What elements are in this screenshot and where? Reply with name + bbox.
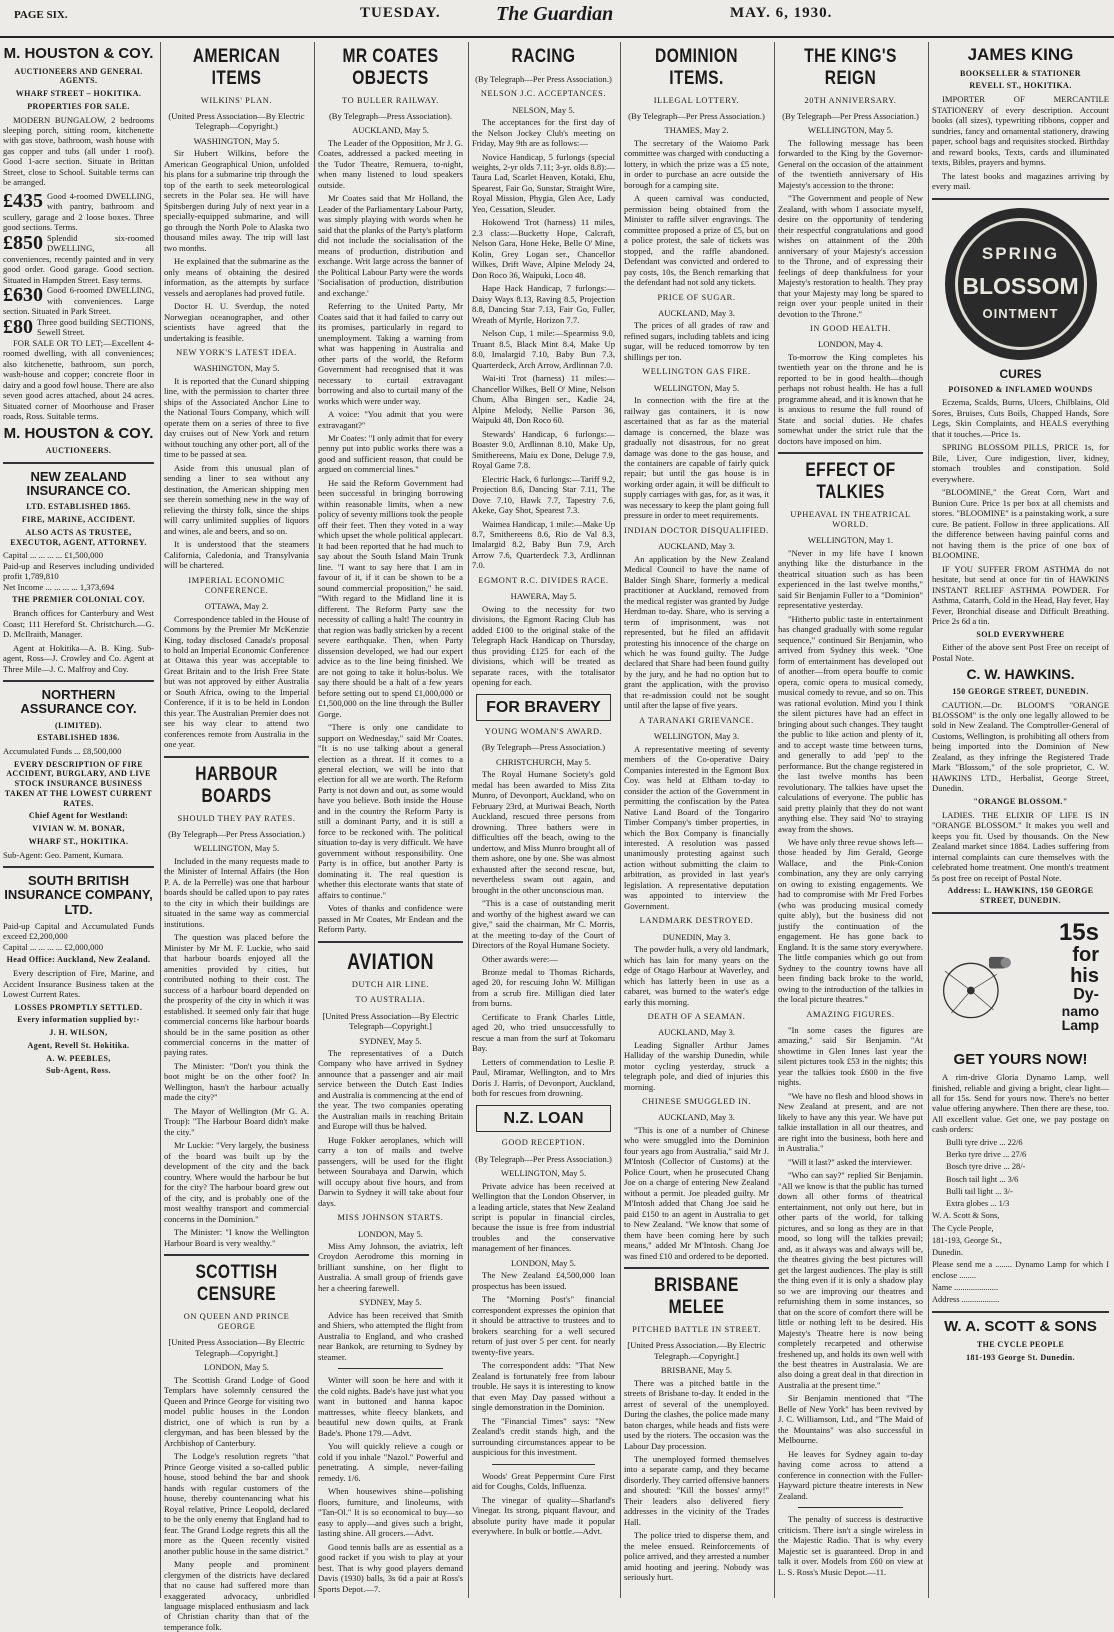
houston-ad-footer: M. HOUSTON & COY. [3,424,154,442]
listing-text: Three good building SECTIONS, Sewell Street. [37,316,154,338]
paragraph: The unemployed formed themselves into a separate camp, and they became disorderly. They carried offensive banners and shouted: "Kill the bosses' army!" Their leaders also delivered fiery addresses in the vicinity of the Trades Hall. [624,1454,769,1527]
paragraph: Other awards were:— [482,953,558,964]
lamp-price: 15s [1058,918,1099,946]
divider [164,756,309,758]
paragraph: The "Financial Times" says: "New Zealand's credit stands high, and the surrounding circumstances appear to be auspicious for this investment. [472,1415,615,1458]
paragraph: The Minister: "Don't you think the boot might be on the other foot? In Wellington, hasn't the harbour actually made the city?" [164,1060,309,1103]
south-british-every: Every description of Fire, Marine, and Accident Insurance Business taken at the Lowest Current Rates. [3,968,154,1000]
northern-description: EVERY DESCRIPTION OF FIRE ACCIDENT, BURGLARY, AND LIVE STOCK INSURANCE BUSINESS TAKEN AT THE LOWEST CURRENT RATES. [4,759,153,808]
dateline: CHRISTCHURCH, May 5. [495,756,592,767]
dateline: AUCKLAND, May 5. [352,125,429,136]
listing-850 [3,233,154,285]
south-british-info: Every information supplied by:- [17,1015,140,1025]
paragraph: He leaves for Sydney again to-day having come across to attend a conference in connection with the Fuller-Hayward picture theatre interests in New Zealand. [778,1448,923,1501]
divider [624,1267,769,1269]
nz-insurance-branch: Branch offices for Canterbury and West Coast; 111 Hereford St. Christchurch.—G. D. McIlraith, Manager. [3,608,154,640]
dateline: AUCKLAND, May 3. [658,307,735,318]
james-king-title: JAMES KING [967,45,1074,64]
paragraph: Letters of commendation to Leslie P. Paul, Miramar, Wellington, and to Mrs Doris J. Harris, of Devonport, Auckland, both for rescues from drowning. [472,1056,615,1099]
paragraph: The New Zealand £4,500,000 loan prospectus has been issued. [472,1270,615,1291]
pills-text: SPRING BLOSSOM PILLS, PRICE 1s, for Bile, Liver, Cure indigestion, liver, kidney, stomach troubles and constipation. Sold everywhere. [932,442,1109,484]
listing-435 [3,191,154,233]
subheading: SHOULD THEY PAY RATES. [177,813,296,823]
subheading: CHINESE SMUGGLED IN. [641,1097,751,1107]
subheading: TO BULLER RAILWAY. [342,95,439,105]
dateline: WASHINGTON, May 5. [193,135,280,146]
credit: (By Telegraph—Per Press Association.) [628,110,765,121]
houston-ad-subtitle: AUCTIONEERS AND GENERAL AGENTS. [14,66,143,86]
northern-funds: Accumulated Funds ... £8,500,000 [3,746,122,757]
hawkins-address: 150 GEORGE STREET, DUNEDIN. [952,686,1089,696]
lamp-word: Lamp [1061,1017,1099,1034]
dateline: LONDON, May 5. [358,1228,423,1239]
dynamo-lamp-ad [932,920,1109,1048]
houston-ad-title: M. HOUSTON & COY. [3,45,154,62]
paragraph: Sir Benjamin mentioned that "The Belle of New York" has been revived by J. C. Williamson, Ltd., and "The Maid of the Mountains" was also successful in Melbourne. [778,1393,923,1446]
headline-effect-of-talkies: EFFECT OF TALKIES [805,460,896,504]
paragraph: The acceptances for the first day of the Nelson Jockey Club's meeting on Friday, May 9th are as follows:— [472,117,615,149]
seal-word: SPRING [981,243,1060,263]
seal-word: BLOSSOM [962,272,1079,299]
lamp-price-item: Bosch tail light ... 3/6 [946,1174,1019,1184]
lamp-text: A rim-drive Gloria Dynamo Lamp, well finished, reliable and giving a bright, clear light—all for 15s. Send for yours now. There's no better value offering anywhere. Then there are these, too. All excellent value. Get one, we pay postage on cash orders: [932,1072,1109,1135]
dateline: DUNEDIN, May 3. [662,931,731,942]
listing-80 [3,317,154,338]
northern-established: ESTABLISHED 1836. [37,733,120,743]
scott-address: W. A. Scott & Sons, [932,1211,1000,1221]
subheading: PRICE OF SUGAR. [657,292,736,302]
paragraph: Aside from this unusual plan of sending a liner to sea without any destination, the American shipping men see therein something new in the way of relieving the thirsty folk, since the ships will carry unlimited supplies of liquors and wines, ale and beers, and so on. [164,462,309,536]
lamp-price-item: Bulli tail light ... 3/- [946,1186,1013,1196]
divider [798,1507,903,1508]
issue-date: MAY. 6, 1930. [730,5,833,21]
subheading: DUTCH AIR LINE. [351,980,430,990]
paragraph: The powder hulk, a very old landmark, which has lain for many years on the edge of Otago Harbour at Waverley, and which has latterly been in use as a cabaret, was burned to the water's edge early this morning. [624,944,769,1007]
dateline: AUCKLAND, May 3. [658,541,735,552]
ladies-text: LADIES. THE ELIXIR OF LIFE IS IN "ORANGE BLOSSOM." It makes you well and keeps you fit. Used by thousands. On the New Zealand market since 1884. Ladies suffering from internal complaints can cure themselves with the celebrated home treatment. One month's treatment 5s post free on receipt of Postal Note. [932,809,1109,883]
paragraph: "In some cases the figures are amazing," said Sir Benjamin. "At showtime in Glen Innes last year the silent pictures took £53 in the nights; this year the talkies took £600 in the five nights. [778,1024,923,1088]
lamp-word: Dy- [1073,985,1099,1003]
paragraph: The Royal Humane Society's gold medal has been awarded to Miss Zita Munro, of Devonport, Auckland, who on February 23rd, at Muriwai Beach, North Auckland, rescued three persons from drowning. Three bathers were in difficulties off the beach, owing to the undertow, and Miss Munro brought all of them ashore, one by one. She was almost exhausted after the second rescue, but, nevertheless swam out again, and brought in the other unconscious man. [472,769,615,895]
dateline: OTTAWA, May 2. [204,601,269,612]
paragraph: A queen carnival was conducted, permission being obtained from the Minister to raffle silver engravings. The committee proposed a prize of £5, but on a police protest, the sale of tickets was stopped, and the raffle abandoned. Defendant was convicted and ordered to pay costs, 10s, the Bench remarking that the defendant had not sold any tickets. [624,193,769,288]
advert-paragraph: When housewives shine—polishing floors, furniture, and linoleums, with "Tan-Ol." It is so economical to buy—so easy to apply—and gives such a bright, lasting shine. All grocers.—Advt. [318,1486,463,1539]
paragraph: Referring to the United Party, Mr Coates said that it had failed to carry out its promises, particularly in regard to unemployment. Taking a warning from what was happening in Australia and other parts of the world, the Reform Government had recognised that it was necessary to curtail extravagant borrowing and also to curtail many of the works which were under way. [318,301,463,406]
credit: (By Telegraph—Per Press Association.) [475,1153,612,1164]
scott-address: The Cycle People, [932,1223,994,1233]
order-form-name[interactable]: Name ..................... [932,1282,999,1292]
bloomine-text: "BLOOMINE," the Great Corn, Wart and Bunion Cure. Price 1s per box at all chemists and stores. "BLOOMINE" is a painstaking work, a sure cure. Be patient. Follow in three applications. All the difference between having painful corns and not having them is the price of one box of BLOOMINE. [932,487,1109,561]
paragraph: Mr Coates said that Mr Holland, the Leader of the Parliamentary Labour Party, was simply playing with words when he said that the planks of the Party's platform did not include the socialisation of the means of production, distribution and exchange. Writ large across the banner of the Political Labour Party were the words 'Socialisation of production, distribution and exchange.' [318,193,463,298]
listing-to-let: FOR SALE OR TO LET;—Excellent 4-roomed dwelling, with all conveniences; also kitchenette, bathroom, sun porch, wash-house and copper; concrete floor in dairy and a good fowl house. There are also seven good acres attached, about 24 acres. Situated corner of Moorhouse and Fraser roads, Ross. Suitable terms. [3,337,154,422]
nz-insurance-agent: Agent at Hokitika—A. B. King. Sub-agent, Ross—J. Crowley and Co. Agent at Three Mile—J. C. Malfroy and Coy. [3,642,154,674]
listing-text: Good 4-roomed DWELLING, with pantry, bathroom and scullery, garage and 2 loose boxes. Three good sections. Terms. [3,190,154,233]
credit: [United Press Association—By Electric Telegraph—Copyright.] [168,1337,305,1358]
headline-kings-reign: THE KING'S REIGN [804,46,897,89]
paragraph: It is understood that the steamers California, Caledonia, and Transylvania will be chartered. [164,539,309,571]
credit: [United Press Association.—By Electric Telegraph.—Copyright.] [627,1340,766,1361]
scott-footer-title: W. A. SCOTT & SONS [944,1318,1097,1336]
subheading: IMPERIAL ECONOMIC CONFERENCE. [188,575,285,595]
cures-heading: CURES [999,366,1042,381]
paragraph: Included in the many requests made to the Minister of Internal Affairs (the Hon P. A. de la Perrelle) was one that harbour boards should be called upon to pay rates to the city in which their buildings are situated in the same way as commercial institutions. [164,855,309,929]
dateline: LONDON, May 5. [204,1362,269,1373]
paragraph: Huge Fokker aeroplanes, which will carry a ton of mails and twelve passengers, will be used for the flight between Sourabaya and Darwin, which will occupy about five hours, and from Darwin to Sydney it will take about four days. [318,1134,463,1208]
james-king-text: The latest books and magazines arriving by every mail. [932,170,1109,192]
post-free-text: Either of the above sent Post Free on receipt of Postal Note. [932,642,1109,663]
issue-day: TUESDAY. [360,5,441,21]
dateline: SYDNEY, May 5. [359,1035,422,1046]
headline-nz-loan: N.Z. LOAN [476,1105,611,1133]
dateline: NELSON, May 5. [512,104,575,115]
james-king-address: REVELL ST., HOKITIKA. [969,81,1072,91]
south-british-agent-address: Agent, Revell St. Hokitika. [27,1040,130,1050]
subheading: TO AUSTRALIA. [355,995,426,1005]
asthma-text: IF YOU SUFFER FROM ASTHMA do not hesitate, but send at once for tin of HAWKINS INSTANT RELIEF ASTHMA POWDER. For Asthma, Catarrh, Cold in the Head, Hay fever, Hay Fever, Bronchial disease and Difficult Breathing. Price 2s 6d a tin. [932,563,1109,627]
houston-ad-footer-sub: AUCTIONEERS. [45,446,112,456]
northern-chief: Chief Agent for Westland: [28,811,129,821]
paragraph: The Leader of the Opposition, Mr J. G. Coates, addressed a packed meeting in the Tudor Theatre, Remuera, to-night, when many listened to loud speakers outside. [318,137,463,190]
column-1-advertisements [0,42,157,1598]
dateline: WELLINGTON, May 1. [807,535,894,546]
subheading: GOOD RECEPTION. [501,1138,586,1148]
listing-price: £630 [3,284,43,307]
subheading: MISS JOHNSON STARTS. [337,1213,444,1223]
paragraph: Votes of thanks and confidence were passed in Mr Coates, Mr Endean and the Reform Party. [318,903,463,935]
lamp-price-list [932,1138,1109,1210]
scott-address: Dunedin. [932,1248,963,1258]
paragraph: Owing to the necessity for two divisions, the Egmont Racing Club has added £100 to the original stake of the Telegraph Hack Handicap on Thursday, thus providing £125 for each of the divisions, which will be treated as separate races, with the totalisator opening for each. [472,603,615,688]
nz-insurance-established: LTD. ESTABLISHED 1865. [26,502,131,512]
lamp-word: namo [1061,1002,1099,1019]
listing-price: £850 [3,231,43,254]
divider [338,1368,443,1369]
paragraph: Advice has been received that Smith and Shiers, who attempted the flight from Australia to England, and who crashed near Bankok, are returning to Sydney by steamer. [318,1309,463,1362]
paragraph: "This is a case of outstanding merit and worthy of the highest award we can give," said the chairman, Mr C. Morris, at the meeting to-day of the Court of Directors of the Royal Humane Society. [472,898,615,951]
headline-racing: RACING [511,46,576,67]
paragraph: Stewards' Handicap, 6 furlongs:—Boaster 9.0, Ardlinnan 8.10, Make Up, Smithereens, Maiu ex Done, Deluge 7.9, Royal Game 7.8. [472,428,615,471]
paragraph: The representatives of a Dutch Company who have arrived in Sydney announce that a passenger and air mail service between the Dutch East Indies and Australia is commencing at the end of the year. The two companies operating the Australian mails in reaching Britain and Europe will thus be halved. [318,1048,463,1132]
dateline: THAMES, May 2. [664,125,729,136]
listing-text: Good 6-roomed DWELLING, with conveniences. Large section. Situated in Park Street. [3,285,154,317]
paragraph: The Scottish Grand Lodge of Good Templars have solemnly censured the Queen and Prince George for visiting two model public houses in the London district, one of which is run by a clergyman, and has been blessed by the Archbishop of Canterbury. [164,1374,309,1448]
northern-subagent: Sub-Agent: Geo. Pament, Kumara. [3,849,124,860]
james-king-subtitle: BOOKSELLER & STATIONER [960,68,1081,78]
south-british-title: SOUTH BRITISH INSURANCE COMPANY, LTD. [4,873,153,917]
scott-footer-address: 181-193 George St. Dunedin. [966,1352,1075,1362]
south-british-capital: Capital ... ... ... ... £2,000,000 [3,941,104,952]
advert-paragraph: You will quickly relieve a cough or cold if you inhale "Nazol." Powerful and penetrating. A simple, never-failing remedy. 1/6. [318,1441,463,1483]
divider [3,866,154,868]
scott-address: 181-193, George St., [932,1235,1002,1245]
hawkins-footer-address: Address: L. HAWKINS, 150 GEORGE STREET, DUNEDIN. [947,886,1094,905]
listing-630 [3,285,154,316]
paragraph: The police tried to disperse them, and the melee ensued. Reinforcements of police arrived, and they arrested a number amid hooting and jeering. Nobody was seriously hurt. [624,1530,769,1583]
south-british-losses: LOSSES PROMPTLY SETTLED. [14,1002,143,1012]
subheading: EGMONT R.C. DIVIDES RACE. [478,575,609,585]
paragraph: Miss Amy Johnson, the aviatrix, left Croydon Aerodrome this morning in brilliant sunshine, on her flight to Australia. A small group of friends gave her a cheering farewell. [318,1241,463,1293]
dateline: WELLINGTON, May 5. [807,125,894,136]
headline-coates-objects: MR COATES OBJECTS [342,46,439,89]
paragraph: The following message has been forwarded to the King by the Governor-General on the occasion of the attainment of the twentieth anniversary of His Majesty's accession to the throne: [778,137,923,190]
nz-insurance-premier: THE PREMIER COLONIAL COY. [12,595,145,605]
dateline: HAWERA, May 5. [510,591,577,602]
sold-everywhere: SOLD EVERYWHERE [976,629,1065,639]
headline-aviation: AVIATION [347,948,434,974]
lamp-word: his [1070,964,1099,987]
subheading: AMAZING FIGURES. [806,1009,895,1019]
paragraph: The prices of all grades of raw and refined sugars, including tablets and icing sugar, will be reduced tomorrow by ten shillings per ton. [624,320,769,362]
credit: (By Telegraph—Press Association.) [481,742,606,753]
subheading: 20TH ANNIVERSARY. [804,95,897,105]
divider [932,198,1109,200]
paragraph: We have only three revue shows left—those headed by Jim Gerald, George Wallace, and the Pink-Conion combination, any they are only carrying on owing to existing engagements. We had to compromise with Mr Fred Forbes (who was producing musical comedy quite ably), but the business did not justify the continuation of the engagement. He has gone back to England. It is the same story everywhere. The little companies which go out from Sydney to the country towns have all been finding back broke to the world, owing to the introduction of the talkies in the local picture theatres." [778,836,923,1005]
paragraph: Hokowend Trot (harness) 11 miles, 2.3 class:—Bucketty Hope, Calcraft, Nelson Gara, Hone Heke, Belle O' Mine, Kolin, Grey Logan ser., Chancellor Wilkes, Drift Wave, Alpine Melody 24, Don Roco 36, Waipuki, Loco 48. [472,217,615,280]
divider [3,680,154,682]
south-british-agent: J. H. WILSON, [49,1028,108,1038]
credit: (United Press Association—By Electric Telegraph—Copyright.) [168,110,305,132]
paragraph: Certificate to Frank Charles Little, aged 20, who tried unsuccessfully to rescue a man from the surf at Tokomaru Bay. [472,1011,615,1054]
james-king-text: IMPORTER OF MERCANTILE STATIONERY of every description. Account books (all sizes), typewriting ribbons, copper and sundries, fancy and ornamental stationery, drawing paper, school bags and requisites stocked. Birthday and reward books, Texts, cards and illuminated texts, Bibles, prayers and hymns. [932,94,1109,168]
nz-insurance-lines: FIRE, MARINE, ACCIDENT. [21,515,136,525]
column-7-advertisements [928,42,1112,1598]
paragraph: Mr Coates: "I only admit that for every penny put into public works there was a good and sufficient reason, that could be argued on commercial lines." [318,432,463,475]
subheading: NELSON J.C. ACCEPTANCES. [480,89,607,99]
subheading: LANDMARK DESTROYED. [639,916,754,926]
subheading: PITCHED BATTLE IN STREET. [632,1324,761,1334]
northern-agent-address: WHARF ST., HOKITIKA. [28,836,129,846]
caution-text: CAUTION.—Dr. BLOOM'S "ORANGE BLOSSOM" is the only one legally allowed to be sold in New Zealand. The Comptroller-General of Customs, Wellington, is prohibiting all others from being imported into the Dominion of New Zealand, as they infringe the Registered Trade Mark "Blossom," of the sole proprietor, C. W. HAWKINS LTD., Herbalist, George Street, Dunedin. [932,699,1109,794]
headline-scottish-censure: SCOTTISH CENSURE [195,1262,278,1306]
paragraph: Doctor H. U. Sverdup, the noted Norwegian oceanographer, and other scientists have agreed that the undertaking is feasible. [164,301,309,343]
lamp-word: for [1072,943,1099,966]
column-4 [468,42,618,1598]
dateline: WELLINGTON, May 5. [193,843,280,854]
bicycle-lamp-icon [932,924,1042,1044]
paragraph: An application by the New Zealand Medical Council to have the name of Balder Singh Share, formerly a medical practitioner at Auckland, removed from the medical register was granted by Judge Herdman to-day. Share, who is serving a term of imprisonment, was not represented, but he filed an affidavit protesting his innocence of the charge on which he was found guilty. The Judge declared that Share had been found guilty by the jury, and he had no option but to grant the application, with the proviso that re-admission could not be sought until after the lapse of five years. [624,553,769,711]
lamp-price-item: Bulli tyre drive ... 22/6 [946,1137,1023,1147]
headline-harbour-boards: HARBOUR BOARDS [195,763,278,807]
column-2 [160,42,312,1632]
nz-insurance-net: Net Income ... ... ... ... 1,373,694 [3,581,115,592]
subheading: A TARANAKI GRIEVANCE. [639,715,754,725]
dateline: SYDNEY, May 5. [359,1297,422,1308]
subheading: INDIAN DOCTOR DISQUALIFIED. [624,525,769,535]
paragraph: Hape Hack Handicap, 7 furlongs:—Daisy Ways 8.13, Raving 8.5, Projection 8.8, Dancing Star 7.13, Fair Go, Fuller, Wreath of Myrtle, Horizon 7.7. [472,283,615,325]
lamp-price-item: Berko tyre drive ... 27/6 [946,1150,1027,1160]
paragraph: In connection with the fire at the railway gas containers, it is now ascertained that as far as the material damage is concerned, the blaze was gradually not disastrous, for no great damage was done to the gas house, and the containers are capable of fairly quick repair; but until the gas house is in working order again, it will be difficult to supply carriages with gas, for, as it was, it was necessary to keep the plant going full pressure in order to meet requirements. [624,395,769,521]
paragraph: Electric Hack, 6 furlongs:—Tariff 9.2, Projection 8.6, Dancing Star 7.11, The Dove 7.10, Hawk 7.7, Tapestry 7.6, Akeke, Gay Shot, Spearest 7.3. [472,473,615,516]
lamp-price-block [1029,920,1109,1033]
dateline: BRISBANE, May 5. [660,1365,733,1376]
headline-dominion-items: DOMINION ITEMS. [655,46,738,89]
listing-price: £435 [3,189,43,212]
paragraph: "Never in my life have I known anything like the disturbance in the theatrical situation such as has been experienced in the last twelve months," said Sir Benjamin Fuller to a "Dominion" representative yesterday. [778,547,923,611]
subheading: IN GOOD HEALTH. [809,324,892,334]
paragraph: Many people and prominent clergymen of the districts have declared that no cause had suffered more than exaggerated advocacy, unbridled language misplaced enthusiasm and lack of Christian charity than that of the temperance folk. [164,1559,309,1632]
advert-paragraph: The penalty of success is destructive criticism. There isn't a single wireless in the Majestic Radio. That is why every Majestic set is guaranteed. Drop in and talk it over. Models from £60 on view at L. S. Ross's Music Depot.—11. [778,1514,923,1577]
seal-word: OINTMENT [982,305,1059,321]
dateline: AUCKLAND, May 3. [658,1112,735,1123]
divider [318,941,463,943]
paragraph: Leading Signaller Arthur James Halliday of the warship Dunedin, while motor cycling yesterday, struck a telegraph pole, and died of injuries this morning. [624,1039,769,1092]
dateline: WELLINGTON, May 5. [500,1168,587,1179]
order-form-line[interactable]: Please send me a ........ Dynamo Lamp for which I enclose ........ [932,1260,1109,1280]
advert-paragraph: Good tennis balls are as essential as a good racket if you wish to play at your best. That is why good players demand Davis (1930) balls, 3s 6d a pair at Ross's Sports Depot.—7. [318,1541,463,1594]
paragraph: There was a pitched battle in the streets of Brisbane to-day. It ended in the arrest of several of the unemployed. During the clashes, the police made many baton charges, while heads and fists were used by the rioters. The occasion was the Labour Day procession. [624,1377,769,1451]
northern-title: NORTHERN ASSURANCE COY. [20,686,137,717]
page-number: PAGE SIX. [14,9,68,21]
paragraph: Waimea Handicap, 1 mile:—Make Up 8.7, Smithereens 8.6, Rio de Val 8.3, Imalargid 8.2, Baby Bun 7.9, Arch Arrow 7.6, Quarterdeck 7.3, Ardlinnan 7.0. [472,518,615,571]
nz-insurance-paidup: Paid-up and Reserves including undivided profit 1,789,810 [3,560,154,582]
divider [778,452,923,454]
paragraph: The "Morning Post's" financial correspondent expresses the opinion that it should be attractive to trustees and to brokers searching for a well secured return of just over 5 per cent. for nearly twenty-five years. [472,1294,615,1357]
northern-agent-name: VIVIAN W. M. BONAR, [32,824,125,834]
nz-insurance-capital: Capital ... ... ... ... £1,500,000 [3,550,104,561]
headline-brisbane-melee: BRISBANE MELEE [654,1275,739,1319]
advert-paragraph: The vinegar of quality—Sharland's Vinegar. Its strong, piquant flavour, and absolute purity have made it popular everywhere. In bulk or bottle.—Advt. [472,1494,615,1537]
listing-price: £80 [3,315,33,338]
paragraph: Novice Handicap, 5 furlongs (special weights, 2-yr olds 7.11; 3-yr. olds 8.8):—Taura Lad, Scarlet Heaven, Kotaki, Ehu, Spearest, Fair Go, Sunstar, Straight Wire, Royal Mission, Phygia, Glen Ace, Lady Yeo, Cessation, Sleuder. [472,151,615,214]
paragraph: Correspondence tabled in the House of Commons by the Premier Mr McKenzie King, today disclosed Canada's proposal to hold an Imperial Economic Conference at Ottawa this year was acceptable to Great Britain and to the Irish Free State but was not approved by either Australia or South Africa, owing to the Imperial Conference, if it is to be held in London this year. The Australian Premier does not see his way clear to attend two conferences remote from Australia in the one year. [164,613,309,750]
subheading: YOUNG WOMAN'S AWARD. [484,727,603,737]
listing-text: Splendid six-roomed DWELLING, all conveniences, recently painted and in very good order. Good garage. Good section. Situated in Hampden Street. Easy terms. [3,232,154,285]
paragraph: The correspondent adds: "That New Zealand is fortunately free from labour trouble. He says it is interesting to know that even May Day passed without a single demonstration in the Dominion. [472,1360,615,1413]
paragraph: The secretary of the Waiomo Park committee was charged with conducting a lottery, in which the prize was a £5 note, in order to purchase an acre outside the borough for a camping site. [624,137,769,190]
divider [3,462,154,464]
headline-american-items: AMERICAN ITEMS [192,46,281,89]
credit: (By Telegraph—Press Association). [328,110,453,121]
newspaper-title: The Guardian [496,3,614,25]
paragraph: "Will it last?" asked the interviewer. [788,1156,913,1167]
paragraph: The Lodge's resolution regrets "that Prince George visited a so-called public house, stood behind the bar and shook hands with regular customers of the house, thereby countenancing what his Royal relative, Prince Leopold, declared to be the only enemy that England had to fear. The Grand Lodge regrets this all the more as the Queen recently visited another public house in the same district." [164,1451,309,1556]
paragraph: Sir Hubert Wilkins, before the American Geographical Union, unfolded his plans for a submarine trip through the top of the earth to seek meteorological secrets in the Polar sea. He will have Spitsbergen during July of next year in a specially-equipped submarine, and will go through the North Pole to Alaska two thousand miles away. The trip will last two months. [164,148,309,253]
cures-text: Eczema, Scalds, Burns, Ulcers, Chilblains, Old Sores, Bruises, Cuts Boils, Chapped Hands, Sore Legs, Skin Complaints, and HEALS everything that it touches.—Price 1s. [932,397,1109,439]
paragraph: Private advice has been received at Wellington that the London Observer, in a leading article, states that New Zealand script is popular in financial circles, because the issue is free from industrial troubles and the conservative management of her finances. [472,1180,615,1254]
credit: (By Telegraph—Per Press Association.) [782,110,919,121]
credit: (By Telegraph—Per Press Association.) [168,828,305,839]
subheading: DEATH OF A SEAMAN. [647,1012,746,1022]
divider [932,912,1109,914]
subheading: ON QUEEN AND PRINCE GEORGE [183,1311,290,1332]
nz-insurance-title: NEW ZEALAND INSURANCE CO. [26,468,131,499]
dateline: LONDON, May 5. [511,1257,576,1268]
northern-limited: (LIMITED). [55,720,102,730]
paragraph: "The Government and people of New Zealand, with whom I associate myself, desire on the opportunity of tendering their respectful congratulations and good wishes on attainment of the 20th anniversary of your Majesty's accession to the Throne, and of expressing their feelings of deep thankfulness for your Majesty's restoration to health. They pray that your Majesty may long be spared to reign over your people united in their devotion to the Throne." [778,193,923,319]
dateline: WASHINGTON, May 5. [193,363,280,374]
paragraph: The Mayor of Wellington (Mr G. A. Troup): "The Harbour Board didn't make the city." [164,1105,309,1137]
paragraph: He said the Reform Government had been successful in bringing borrowing within reasonable limits, when a new policy of seventy millions took the people off their feet. Then they voted in a way which upset the whole political applecart. It had been reported that he had much to say about the South Island Main Trunk line. "I want to say here that I am in favour of it, if it can be shown to be a sound commercial proposition," he said. "With regard to the Midland line it is different. The Reform Party saw the necessity of calling a halt! The country in that region was badly stricken by a recent severe earthquake. Then, when Party dissension developed, we had our expert advice as to the line being finished. We are not going to take it holus-bolus. We say there should be a halt of a few years before setting out to spend £1,000,000 or £1,500,000 on the line through the Buller Gorge. [318,477,463,719]
lamp-price-item: Extra globes ... 1/3 [946,1199,1010,1209]
dateline: AUCKLAND, May 3. [658,1027,735,1038]
subheading: NEW YORK'S LATEST IDEA. [176,348,297,358]
paragraph: He explained that the submarine as the only means of obtaining the desired information, as the attempts by surface vessels and aeroplanes had proved futile. [164,256,309,298]
hawkins-title: C. W. HAWKINS. [966,666,1075,683]
subheading: ILLEGAL LOTTERY. [653,95,740,105]
paragraph: The Minister: "I know the Wellington Harbour Board is very wealthy." [164,1227,309,1248]
paragraph: "Who can say?" replied Sir Benjamin. "All we know is that the public has turned down all other forms of theatrical entertainment, not only out here, but in other parts of the world, for talking pictures, and so long as they are in that mood, so long will the talkies prevail; and, as it always was and always will be, the theatres giving the best pictures will get the largest audiences. The play is still the thing even if it is only a shadow play so we are improving our theatres and refurnishing them in some instances, so that on the score of comfort there will be little or nothing left to be desired. His Majesty's Theatre here is now being completely recarpeted and otherwise freshened up, and holds its own well with the best theatres in Australasia. We are also doing a great deal in that direction in Australia at the present time." [778,1170,923,1390]
divider [932,1311,1109,1313]
divider [164,1254,309,1256]
headline-for-bravery: FOR BRAVERY [476,694,611,722]
advert-paragraph: Winter will soon be here and with it the cold nights. Bade's have just what you want in buttoned and hanna kapoc mattresses, white fleecy blankets, and beautiful new down quilts, at Frank Bade's. Phone 179.—Advt. [318,1375,463,1438]
paragraph: Wai-iti Trot (harness) 11 miles:—Chancellor Wilkes, Bell O' Mine, Nelson Chum, Alba Bingen ser., Kadie 24, Alpine Melody, Nellie Parson 36, Waipuki 48, Don Roco 60. [472,373,615,426]
masthead [0,0,1114,38]
paragraph: The question was placed before the Minister by Mr M. F. Luckie, who said that harbour boards enjoyed all the amenities provided by cities, but contributed nothing to their cost. The success of a harbour board depended on the prosperity of the city in which it was established. It seemed only fair that huge commercial concerns like harbour boards should be in the same position as other commercial concerns in the matter of paying rates. [164,932,309,1058]
south-british-subagent: A. W. PEEBLES, [46,1053,111,1063]
credit: (By Telegraph—Per Press Association.) [475,73,612,84]
get-yours-now: GET YOURS NOW! [953,1050,1088,1068]
paragraph: "There is only one candidate to support on Wednesday," said Mr Coates. "It is no use talking about a general election as a threat. If it comes to a general election, we will be into that election for all we are worth. The Reform Party is not down and out, as some would have you believe. Both inside the House and in the country the Reform Party is still a dominant Party, and it is still a force to be reckoned with. The political situation to-day is very difficult. We have government without responsibility. One Party is in office, but another Party is dominating it. The real question is whether this electorate wants that state of affairs to continue." [318,722,463,900]
dateline: WELLINGTON, May 3. [653,731,740,742]
orange-blossom-heading: "ORANGE BLOSSOM." [973,796,1068,806]
houston-ad-heading: PROPERTIES FOR SALE. [27,101,130,111]
lamp-price-item: Bosch tyre drive ... 28/- [946,1162,1026,1172]
advert-paragraph: Woods' Great Peppermint Cure First aid for Coughs, Colds, Influenza. [472,1470,615,1492]
column-5 [620,42,772,1598]
nz-insurance-also: ALSO ACTS AS TRUSTEE, EXECUTOR, AGENT, ATTORNEY. [10,527,147,547]
scott-footer-sub: THE CYCLE PEOPLE [976,1339,1065,1349]
credit: [United Press Association—By Electric Telegraph—Copyright.] [322,1010,459,1032]
paragraph: A representative meeting of seventy members of the Co-operative Dairy Companies interested in the Egmont Box Coy. was held at Eltham to-day to consider the action of the Government in permitting the confiscation by the Patea Native Land Board of the Tongariro Timber Company's timber properties, in which the Box Company is financially interested. A resolution was passed unanimously protesting against such action without submitting the claim to arbitration, as provided in last year's legislation. A representative deputation was appointed to interview the Government. [624,743,769,911]
subheading: UPHEAVAL IN THEATRICAL WORLD. [790,509,911,530]
south-british-paid: Paid-up Capital and Accumulated Funds exceed £2,200,000 [3,920,154,942]
paragraph: To-morrow the King completes his twentieth year on the throne and he is reported to be in good health—though perhaps not robust health. He has a full programme ahead, and it is known that he is anxious to resume the full round of State and social duties. He chafes somewhat under the strict rule that the doctors have imposed on him. [778,351,923,446]
paragraph: Bronze medal to Thomas Richards, aged 20, for rescuing John W. Milligan from a scrub fire. Milligan died later from burns. [472,966,615,1009]
divider [492,1464,595,1465]
paragraph: A voice: "You admit that you were extravagant?" [318,409,463,430]
column-3 [314,42,466,1598]
paragraph: "We have no flesh and blood shows in New Zealand at present, and are not likely to have any this year. We have put talkie installation in all our theatres, and are right into the business, both here and in Australia." [778,1090,923,1154]
dateline: WELLINGTON, May 5. [653,382,740,393]
houston-ad-address: WHARF STREET – HOKITIKA. [15,89,142,98]
cures-subheading: POISONED & INFLAMED WOUNDS [948,384,1093,394]
paragraph: "Hitherto public taste in entertainment has changed gradually with some regular sequence," continued Sir Benjamin, who arrived from Sydney this week. "One form of entertainment has developed out of another—from opera bouffe to comic opera, comic opera to musical comedy, musical comedy to revue, and so on. This was rational evolution. Mind you I think the silent pictures have had an effect in bringing about such changes. They taught the public to like action and plenty of it, and to accept waste time between turns, and generally to add 'pep' to the performance. But the change registered in the last twelve months has been revolutionary. The talkies have upset the calculations of everyone. The public has said pretty plainly that they do not want anything else. They said 'No' to straying away from the shows. [778,613,923,834]
subheading: WILKINS' PLAN. [200,95,273,105]
paragraph: "This is one of a number of Chinese who were smuggled into the Dominion four years ago from Australia," said Mr J. M'Intosh (Collector of Customs) at the Police Court, when he prosecuted Chang Joe on a charge of entering New Zealand without a permit. Joe pleaded guilty. Mr M'Intosh added that Chang Joe said he paid £150 to an agent in Australia to get to New Zealand. "We know that some of them have been coming here by such means," added Mr M'Intosh. Chang Joe was fined £10 and ordered to be deported. [624,1124,769,1261]
column-6 [774,42,926,1598]
listing-bungalow: MODERN BUNGALOW, 2 bedrooms sleeping porch, sitting room, kitchenette with gas stove, bathroom, wash house with gas copper and tubs (all under 1 roof). Good 1-acre section. Situate in Brittan Street, close to School. Suitable terms can be arranged. [3,114,154,188]
paragraph: Mr Luckie: "Very largely, the business of the board was built up by the development of the city and the back country. Where would the harbour be but for the city? The harbour board grew out of the city, and is probably one of the most wealthy transport and commercial concerns in the Dominion." [164,1140,309,1224]
order-form-address[interactable]: Address .................. [932,1295,1000,1305]
paragraph: Nelson Cup, 1 mile:—Spearmiss 9.0, Truant 8.5, Black Mint 8.4, Make Up 8.0, Imalargid 7.10, Baby Bun 7.3, Quarterdeck, Arch Arrow, Ardlinnan 7.0. [472,328,615,370]
south-british-subagent-address: Sub-Agent, Ross. [46,1066,111,1076]
dateline: LONDON, May 4. [818,339,883,350]
paragraph: It is reported that the Cunard shipping line, with the permission to charter three ships of the Associated Anchor Line to the National Tours Company, which will operate them on a series of three to five day cruises out of New York and return without touching any other port, all of the time to be passed at sea. [164,375,309,460]
subheading: WELLINGTON GAS FIRE. [642,367,751,377]
south-british-head-office: Head Office: Auckland, New Zealand. [6,955,151,965]
spring-blossom-seal-icon [945,208,1097,360]
